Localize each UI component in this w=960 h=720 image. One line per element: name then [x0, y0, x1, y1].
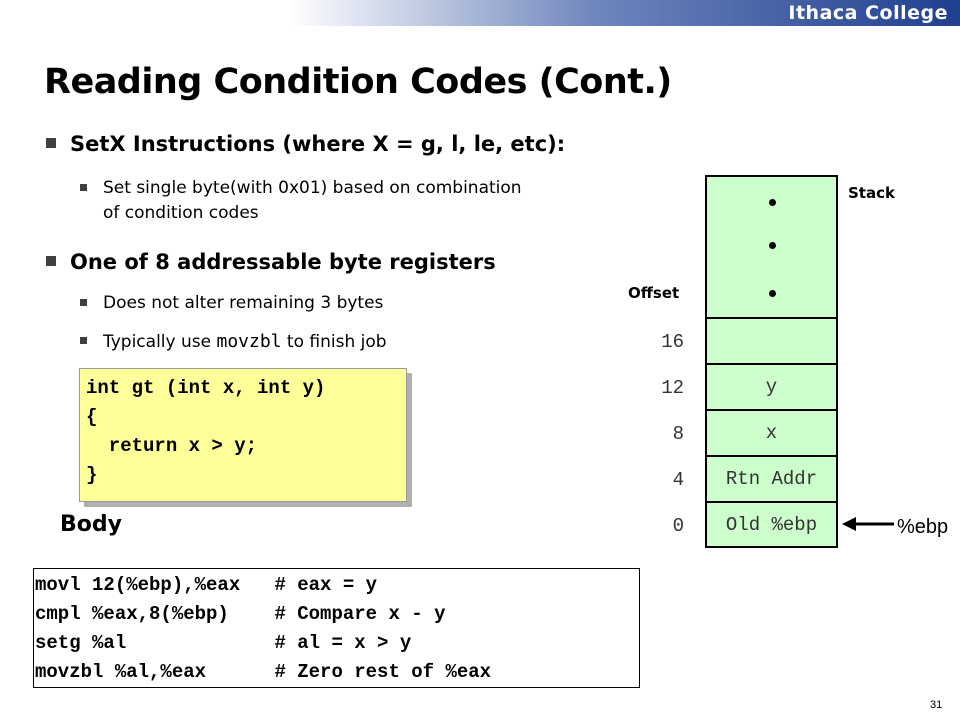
- square-bullet-icon: [46, 138, 56, 148]
- stack-label: Stack: [848, 184, 895, 202]
- square-bullet-icon: [46, 256, 56, 266]
- bullet-byte-registers-text: One of 8 addressable byte registers: [70, 250, 496, 274]
- square-bullet-icon: [80, 299, 87, 306]
- offset-16: 16: [661, 331, 684, 353]
- offset-8: 8: [672, 423, 684, 445]
- subbullet-movzbl: [80, 329, 387, 355]
- body-label: Body: [60, 512, 122, 537]
- ellipsis-dot-icon: [769, 290, 776, 297]
- asm-line: movzbl %al,%eax # Zero rest of %eax: [35, 661, 492, 683]
- stack-cell-4: Rtn Addr: [707, 455, 836, 501]
- subbullet-line2: of condition codes: [103, 203, 259, 223]
- c-code-line: {: [86, 406, 98, 428]
- subbullet-text: Does not alter remaining 3 bytes: [103, 293, 384, 313]
- asm-line: movl 12(%ebp),%eax # eax = y: [35, 574, 378, 596]
- bullet-setx: [46, 132, 565, 156]
- bullet-setx-text: SetX Instructions (where X = g, l, le, etc):: [70, 132, 566, 156]
- asm-line: setg %al # al = x > y: [35, 632, 412, 654]
- brand-logo-text: Ithaca College: [788, 2, 948, 24]
- bullet-byte-registers: [46, 250, 496, 274]
- offset-0: 0: [672, 515, 684, 537]
- c-code-box: [79, 368, 407, 502]
- square-bullet-icon: [80, 337, 87, 344]
- offset-label: Offset: [628, 284, 680, 302]
- c-code-line: }: [86, 464, 98, 486]
- c-code-line: return x > y;: [86, 435, 258, 457]
- subbullet-set-single-byte: [80, 176, 522, 226]
- asm-line: cmpl %eax,8(%ebp) # Compare x - y: [35, 603, 446, 625]
- offset-4: 4: [672, 469, 684, 491]
- subbullet-prefix: Typically use: [103, 332, 217, 352]
- ebp-pointer-arrow-icon: [840, 514, 896, 534]
- subbullet-suffix: to finish job: [281, 332, 387, 352]
- subbullet-remaining-bytes: [80, 291, 383, 316]
- header-bar: [0, 0, 960, 26]
- c-code-line: int gt (int x, int y): [86, 377, 326, 399]
- slide-title: Reading Condition Codes (Cont.): [44, 62, 672, 102]
- square-bullet-icon: [80, 184, 87, 191]
- assembly-code-box: [33, 568, 640, 688]
- stack-cell-8: x: [707, 409, 836, 455]
- ellipsis-dot-icon: [769, 199, 776, 206]
- inline-code-movzbl: movzbl: [216, 331, 282, 352]
- stack-cell-0: Old %ebp: [707, 501, 836, 547]
- ellipsis-dot-icon: [769, 242, 776, 249]
- ebp-pointer-label: %ebp: [897, 516, 949, 538]
- stack-cell-12: y: [707, 363, 836, 409]
- stack-cell-16: [707, 317, 836, 363]
- stack-diagram: [705, 175, 838, 548]
- subbullet-line1: Set single byte(with 0x01) based on combination: [103, 178, 522, 198]
- page-number: 31: [930, 699, 943, 711]
- offset-12: 12: [661, 377, 684, 399]
